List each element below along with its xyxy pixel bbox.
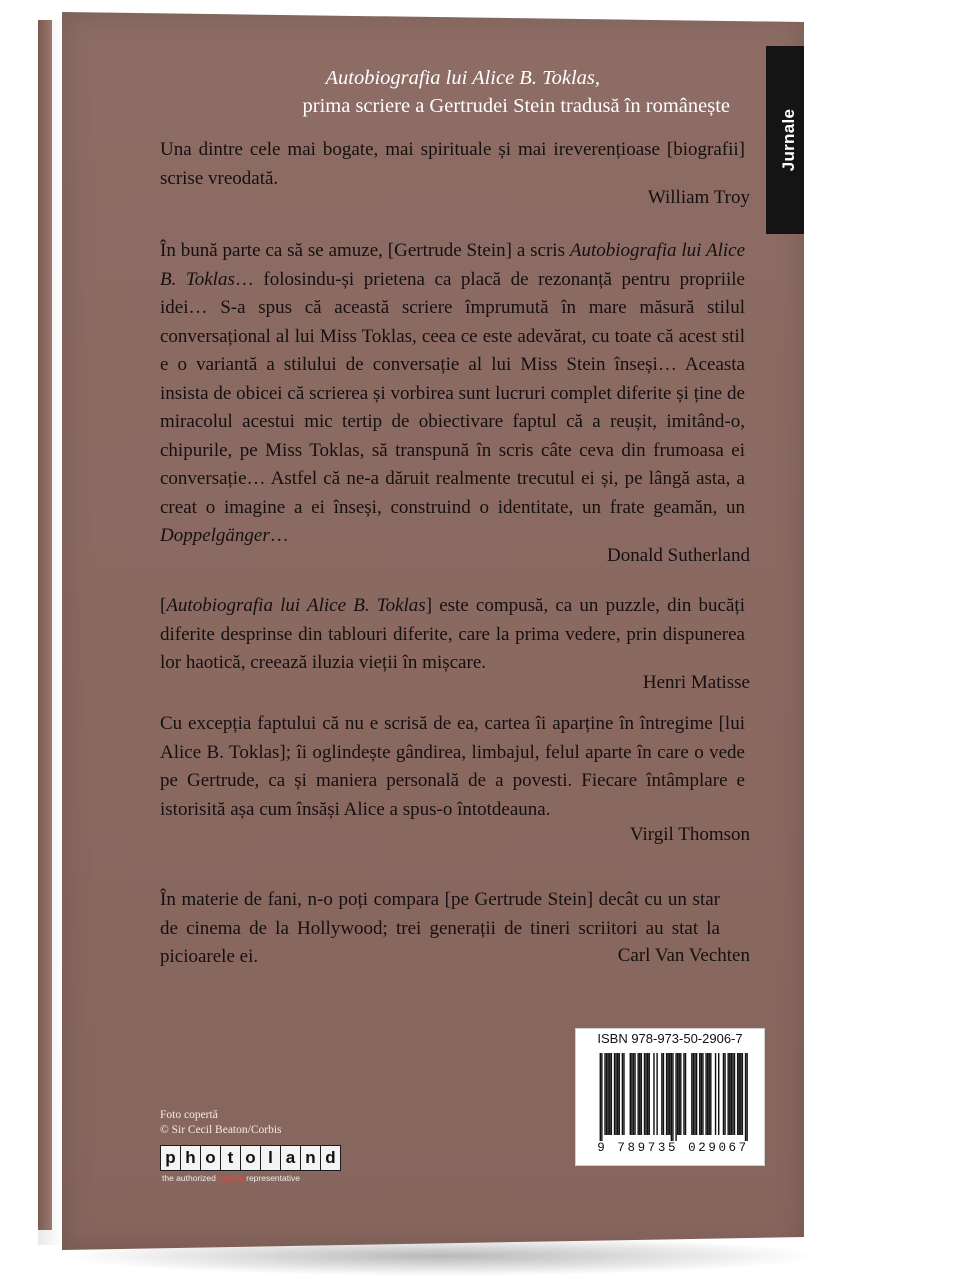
barcode-bar bbox=[707, 1053, 708, 1135]
barcode-bar bbox=[641, 1053, 642, 1135]
quote-author: William Troy bbox=[647, 187, 750, 208]
barcode-bar bbox=[630, 1053, 631, 1135]
barcode-bar bbox=[669, 1053, 670, 1135]
barcode-bar bbox=[734, 1053, 735, 1135]
quote-text: Cu excepția faptului că nu e scrisă de ea, cartea îi aparține în întregime [lui Alice B. Toklas]; îi oglindește gândirea, limbajul, felul aparte în care o vede pe Gertrude, ca și maniera personală de a povesti. Fiecare întâmplare e istorisită așa cum însăși Alice a spus-o întotdeauna. bbox=[160, 713, 745, 820]
barcode-bar bbox=[745, 1053, 746, 1141]
quote-text: În materie de fani, n-o poți compara [pe Gertrude Stein] decât cu un star de cinema de la Hollywood; trei generații de tineri scriitori au stat la picioarele ei. bbox=[160, 889, 720, 967]
quote-italic-title: Autobiografia lui Alice B. Toklas bbox=[160, 240, 745, 290]
quote-thomson bbox=[160, 710, 745, 824]
barcode-bar bbox=[729, 1053, 730, 1135]
barcode-bar bbox=[746, 1053, 747, 1141]
series-tab bbox=[766, 46, 896, 234]
credit-line-1: Foto copertă bbox=[160, 1109, 218, 1121]
barcode-bar bbox=[637, 1053, 638, 1135]
series-label-part2: Jurnale bbox=[779, 108, 798, 172]
barcode-bar bbox=[702, 1053, 703, 1135]
barcode-bar bbox=[699, 1053, 700, 1135]
barcode-bar bbox=[617, 1053, 618, 1135]
barcode-bar bbox=[601, 1053, 602, 1141]
quote-text-part: [ bbox=[160, 595, 167, 616]
barcode-bar bbox=[685, 1053, 686, 1135]
barcode-bar bbox=[604, 1053, 605, 1135]
barcode-bar bbox=[723, 1053, 724, 1135]
quote-author: Carl Van Vechten bbox=[617, 945, 750, 966]
quote-text-part: … folosindu-și prietena ca placă de rezonanță pentru propriile idei… S-a spus că această scriere împrumută în mare măsură stilul conversațional al lui Miss Toklas, ceea ce este adevărat, cu toate că acest stil e o variantă a stilului de conversație al lui Miss Stein înseși… Aceasta insista de obicei că scrierea și vorbirea sunt lucruri complet diferite și ține de miracolul acestui mic tertip de obiectivare faptul că a reușit, imitând-o, chipurile, pe Miss Toklas, să transpună în scris câte ceva din frumoasa ei conversație… Astfel că ne-a dăruit realmente trecutul ei și, pe lângă asta, a creat o imagine a ei înseși, construind o identitate, un frate geamăn, un bbox=[160, 268, 745, 518]
quote-text bbox=[160, 237, 745, 551]
barcode-bar bbox=[677, 1053, 678, 1135]
quote-sutherland bbox=[160, 237, 745, 551]
barcode-bar bbox=[680, 1053, 681, 1135]
quote-author: Henri Matisse bbox=[642, 672, 750, 693]
barcode-bar bbox=[715, 1053, 716, 1135]
barcode-bar bbox=[693, 1053, 694, 1135]
barcode-bar bbox=[647, 1053, 648, 1135]
quote-italic-title: Autobiografia lui Alice B. Toklas bbox=[166, 595, 426, 616]
barcode-bar bbox=[614, 1053, 615, 1135]
quote-text bbox=[160, 592, 745, 678]
barcode-bar bbox=[663, 1053, 664, 1135]
spine-edge bbox=[38, 20, 52, 1230]
barcode-bar bbox=[661, 1053, 662, 1135]
logo-letter: l bbox=[261, 1146, 281, 1170]
barcode-bar bbox=[607, 1053, 608, 1135]
barcode-bar bbox=[631, 1053, 632, 1135]
barcode-bar bbox=[666, 1053, 667, 1135]
logo-letter: o bbox=[201, 1146, 221, 1170]
barcode-bar bbox=[644, 1053, 645, 1135]
barcode-bar bbox=[696, 1053, 697, 1135]
tagline-post: representative bbox=[243, 1173, 300, 1183]
quote-text-part: În bună parte ca să se amuze, [Gertrude Stein] a scris bbox=[160, 240, 570, 261]
quote-text-part: ] este compusă, ca un puzzle, din bucăți diferite desprinse din tablouri diferite, care la prima vedere, prin dispunerea lor haotică, creează iluzia vieții în mișcare. bbox=[160, 595, 745, 673]
barcode-bars bbox=[598, 1053, 748, 1141]
barcode-bar bbox=[739, 1053, 740, 1135]
barcode-bar bbox=[606, 1053, 607, 1135]
logo-letter: a bbox=[281, 1146, 301, 1170]
tagline-pre: the authorized bbox=[162, 1173, 219, 1183]
isbn-label: ISBN 978-973-50-2906-7 bbox=[597, 1031, 743, 1046]
quote-author: Virgil Thomson bbox=[629, 824, 750, 845]
barcode-bar bbox=[718, 1053, 719, 1135]
barcode-bar bbox=[600, 1053, 601, 1141]
logo-letter: o bbox=[241, 1146, 261, 1170]
quote-text: Una dintre cele mai bogate, mai spirituale și mai ireverențioase [biografii] scrise vreodată. bbox=[160, 139, 745, 189]
barcode-bar bbox=[645, 1053, 646, 1135]
barcode-bar bbox=[675, 1053, 676, 1141]
series-label-part1: Memorii bbox=[832, 202, 896, 221]
barcode-bar bbox=[609, 1053, 610, 1135]
barcode-bar bbox=[740, 1053, 741, 1135]
logo-letter: p bbox=[161, 1146, 181, 1170]
barcode-bar bbox=[694, 1053, 695, 1135]
barcode-bar bbox=[667, 1053, 668, 1135]
logo-letter: t bbox=[221, 1146, 241, 1170]
quote-italic-word: Doppelgänger bbox=[160, 525, 270, 546]
logo-letter: h bbox=[181, 1146, 201, 1170]
book-title: Autobiografia lui Alice B. Toklas, bbox=[325, 67, 600, 89]
barcode-bar bbox=[653, 1053, 654, 1135]
series-label bbox=[770, 46, 896, 234]
barcode-bar bbox=[710, 1053, 711, 1135]
quote-matisse bbox=[160, 592, 745, 678]
barcode-bar bbox=[671, 1053, 672, 1141]
barcode-bar bbox=[737, 1053, 738, 1135]
barcode-bar bbox=[619, 1053, 620, 1135]
barcode-bar bbox=[683, 1053, 684, 1135]
barcode-bar bbox=[691, 1053, 692, 1135]
barcode-bar bbox=[615, 1053, 616, 1135]
barcode-bar bbox=[724, 1053, 725, 1135]
barcode-bar bbox=[656, 1053, 657, 1135]
barcode-bar bbox=[705, 1053, 706, 1135]
barcode-bar bbox=[679, 1053, 680, 1135]
isbn-barcode bbox=[575, 1028, 765, 1166]
barcode-bar bbox=[709, 1053, 710, 1135]
photoland-tagline bbox=[162, 1173, 300, 1183]
logo-letter: n bbox=[301, 1146, 321, 1170]
logo-letter: d bbox=[325, 1148, 336, 1167]
photo-credits bbox=[160, 1108, 282, 1138]
barcode-bar bbox=[649, 1053, 650, 1135]
book-subtitle: prima scriere a Gertrudei Stein tradusă în românește bbox=[302, 95, 730, 117]
barcode-bar bbox=[732, 1053, 733, 1135]
quote-text-part: … bbox=[269, 525, 289, 546]
barcode-bar bbox=[727, 1053, 728, 1135]
barcode-bar bbox=[701, 1053, 702, 1135]
barcode-bar bbox=[731, 1053, 732, 1135]
barcode-bar bbox=[672, 1053, 673, 1141]
quote-author: Donald Sutherland bbox=[606, 545, 750, 566]
cover-heading bbox=[160, 64, 730, 120]
photoland-logo bbox=[160, 1145, 341, 1171]
barcode-bar bbox=[633, 1053, 634, 1135]
barcode-bar bbox=[622, 1053, 623, 1135]
barcode-bar bbox=[634, 1053, 635, 1135]
barcode-bar bbox=[623, 1053, 624, 1135]
barcode-bar bbox=[639, 1053, 640, 1135]
barcode-bar bbox=[742, 1053, 743, 1135]
quote-troy bbox=[160, 136, 745, 193]
barcode-digits: 9 789735 029067 bbox=[597, 1141, 749, 1155]
corbis-brand: corbis bbox=[218, 1173, 244, 1183]
credit-line-2: © Sir Cecil Beaton/Corbis bbox=[160, 1124, 282, 1136]
barcode-bar bbox=[611, 1053, 612, 1135]
